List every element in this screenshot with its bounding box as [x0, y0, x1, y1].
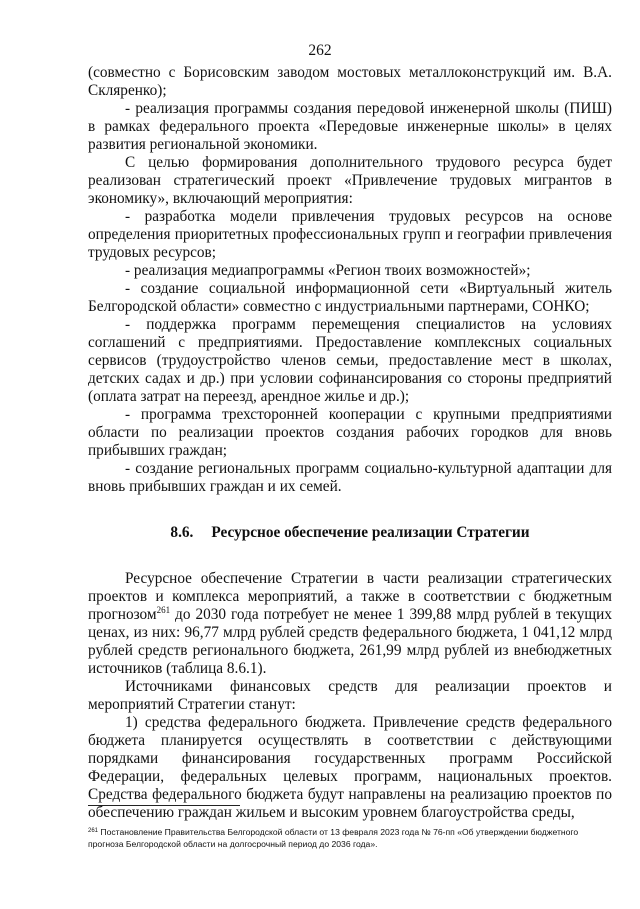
footnote: [88, 826, 612, 850]
section-heading: [88, 524, 612, 542]
resource-paragraph-text-b: до 2030 года потребует не менее 1 399,88 млрд рублей в текущих ценах, из них: 96,77 млрд рублей средств федерального бюджета, 1 041,12 млрд рублей средств регионального бюджета, 261,99 млрд рублей из внебюджетных источников (таблица 8.6.1).: [88, 606, 612, 677]
section-number: 8.6.: [170, 524, 194, 541]
footnote-text: Постановление Правительства Белгородской области от 13 февраля 2023 года № 76-пп «Об утверждении бюджетного прогноза Белгородской области на долгосрочный период до 2036 года».: [88, 827, 579, 849]
document-body: [88, 64, 612, 822]
paragraph: С целью формирования дополнительного трудового ресурса будет реализован стратегический проект «Привлечение трудовых мигрантов в экономику», включающий мероприятия:: [88, 154, 612, 207]
resource-paragraph-text-a: Ресурсное обеспечение Стратегии в части реализации стратегических проектов и комплекса мероприятий, а также в соответствии с бюджетным прогнозом: [88, 570, 612, 623]
paragraph: - реализация медиапрограммы «Регион твоих возможностей»;: [125, 262, 531, 279]
footnote-divider: [88, 805, 240, 806]
paragraph: - разработка модели привлечения трудовых ресурсов на основе определения приоритетных профессиональных групп и географии привлечения трудовых ресурсов;: [88, 208, 612, 261]
paragraph: Источниками финансовых средств для реализации проектов и мероприятий Стратегии станут:: [88, 678, 612, 713]
section-title: Ресурсное обеспечение реализации Стратегии: [211, 524, 530, 541]
paragraph: - реализация программы создания передовой инженерной школы (ПИШ) в рамках федерального проекта «Передовые инженерные школы» в целях развития региональной экономики.: [88, 100, 612, 153]
paragraph: - программа трехсторонней кооперации с крупными предприятиями области по реализации проектов создания рабочих городков для вновь прибывших граждан;: [88, 406, 612, 459]
resource-paragraph: [88, 570, 612, 678]
paragraph: - создание социальной информационной сети «Виртуальный житель Белгородской области» совместно с индустриальными партнерами, СОНКО;: [88, 280, 612, 315]
paragraph: 1) средства федерального бюджета. Привлечение средств федерального бюджета планируется осуществлять в соответствии с действующими порядками финансирования государственных программ Российской Федерации, федеральных целевых программ, национальных проектов. Средства федерального бюджета будут направлены на реализацию проектов по обеспечению граждан жильем и высоким уровнем благоустройства среды,: [88, 714, 612, 821]
paragraph: - поддержка программ перемещения специалистов на условиях соглашений с предприятиями. Предоставление комплексных социальных сервисов (трудоустройство членов семьи, предоставление мест в школах, детских садах и др.) при условии софинансирования со стороны предприятий (оплата затрат на переезд, арендное жилье и др.);: [88, 316, 612, 405]
paragraph: (совместно с Борисовским заводом мостовых металлоконструкций им. В.А. Скляренко);: [88, 64, 612, 99]
paragraph: - создание региональных программ социально-культурной адаптации для вновь прибывших граждан и их семей.: [88, 460, 612, 495]
footnote-number: 261: [88, 828, 99, 834]
paragraph-group-top: [88, 64, 612, 496]
paragraph-group-bottom: [88, 678, 612, 822]
footnote-reference[interactable]: 261: [156, 605, 171, 615]
page-number: 262: [308, 42, 332, 59]
